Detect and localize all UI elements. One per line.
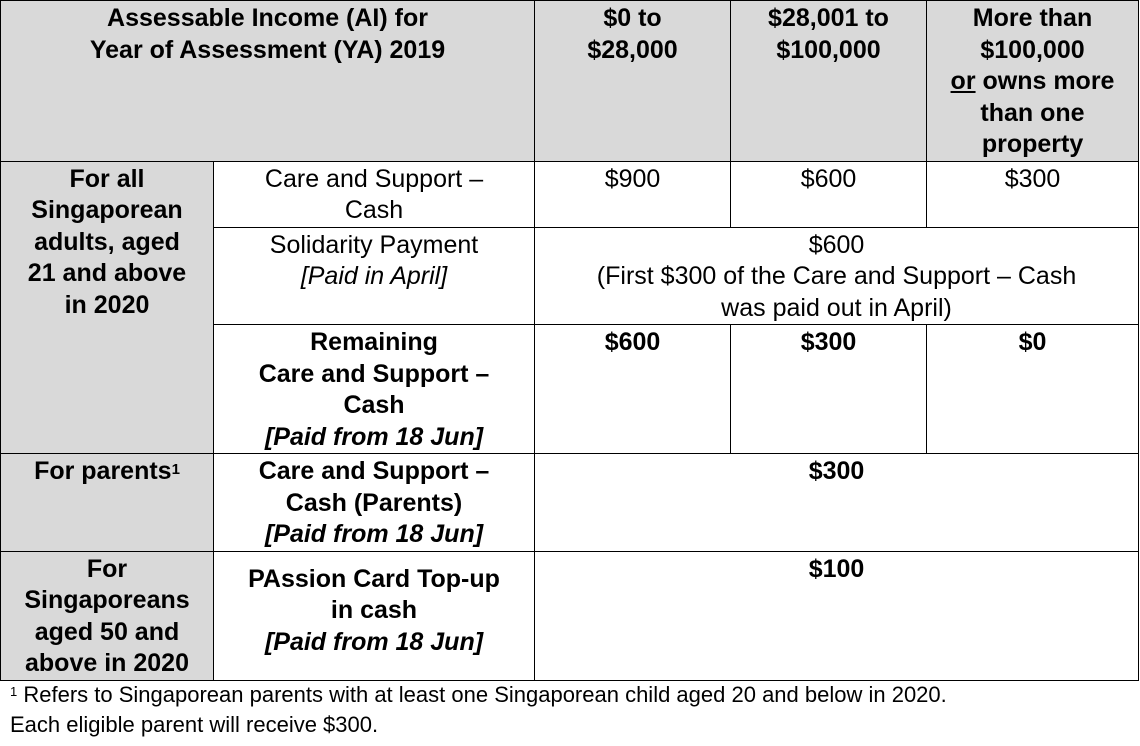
footnote xyxy=(10,680,1130,740)
ai-header-line1: Assessable Income (AI) for xyxy=(107,4,428,32)
care-support-band3-value: $300 xyxy=(927,161,1139,227)
solidarity-value-line2: (First $300 of the Care and Support – Cash xyxy=(596,262,1077,290)
remaining-band3-value: $0 xyxy=(927,325,1139,454)
footnote-text2: Each eligible parent will receive $300. xyxy=(10,712,379,737)
remaining-line3: Cash xyxy=(343,391,405,419)
care-support-line2: Cash xyxy=(344,196,404,224)
care-support-band1-value: $900 xyxy=(535,161,731,227)
adults-row-care-support xyxy=(1,161,1139,227)
care-support-band2-value: $600 xyxy=(731,161,927,227)
passion-card-value: $100 xyxy=(535,551,1139,680)
footnote-marker: 1 xyxy=(10,684,18,699)
footnote-line1 xyxy=(10,680,1130,710)
parents-item-line1: Care and Support – xyxy=(258,457,490,485)
seniors-row xyxy=(1,551,1139,680)
band2-line1: $28,001 to xyxy=(768,4,889,32)
remaining-line1: Remaining xyxy=(310,328,438,356)
parents-item-line2: Cash (Parents) xyxy=(285,488,463,517)
passion-item-line1: PAssion Card Top-up xyxy=(248,564,500,593)
remaining-line2: Care and Support – xyxy=(258,359,490,388)
remaining-care-support-label xyxy=(214,325,535,454)
adults-group-label xyxy=(1,161,214,454)
band1-line2: $28,000 xyxy=(587,35,678,64)
parents-row xyxy=(1,454,1139,552)
income-band-1-header xyxy=(535,1,731,162)
care-support-line1: Care and Support – xyxy=(264,164,484,193)
header-row xyxy=(1,1,1139,162)
adults-label-line5: in 2020 xyxy=(64,290,150,319)
parents-item-label xyxy=(214,454,535,552)
parents-footnote-marker: 1 xyxy=(171,461,180,478)
passion-card-item-label xyxy=(214,551,535,680)
solidarity-line1: Solidarity Payment xyxy=(269,230,479,259)
ai-header-line2: Year of Assessment (YA) 2019 xyxy=(89,35,446,64)
adults-label-line3: adults, aged xyxy=(34,227,180,256)
solidarity-value-line1: $600 xyxy=(808,230,865,259)
seniors-label-line2: Singaporeans xyxy=(24,586,190,614)
remaining-band2-value: $300 xyxy=(731,325,927,454)
footnote-text1: Refers to Singaporean parents with at least one Singaporean child aged 20 and below in 2020. xyxy=(17,682,947,707)
parents-item-line3: [Paid from 18 Jun] xyxy=(264,520,484,548)
seniors-label-line1: For xyxy=(86,554,128,583)
ai-header-cell xyxy=(1,1,535,162)
solidarity-line2: [Paid in April] xyxy=(300,262,448,290)
adults-label-line4: 21 and above xyxy=(27,259,187,287)
solidarity-payment-label xyxy=(214,227,535,325)
band3-line3-rest: owns more xyxy=(975,67,1115,95)
income-band-2-header xyxy=(731,1,927,162)
band3-line1: More than xyxy=(972,4,1093,32)
solidarity-payment-value xyxy=(535,227,1139,325)
band3-or: or xyxy=(950,67,976,95)
band1-line1: $0 to xyxy=(603,4,662,32)
parents-label: For parents xyxy=(34,457,172,485)
parents-value: $300 xyxy=(535,454,1139,552)
band3-line5: property xyxy=(981,130,1084,158)
solidarity-value-line3: was paid out in April) xyxy=(721,293,952,322)
care-support-cash-label xyxy=(214,161,535,227)
band3-line4: than one xyxy=(980,98,1085,127)
parents-group-label xyxy=(1,454,214,552)
adults-label-line2: Singaporean xyxy=(31,196,183,224)
band2-line2: $100,000 xyxy=(776,35,881,64)
passion-item-line3: [Paid from 18 Jun] xyxy=(264,627,484,656)
band3-line2: $100,000 xyxy=(980,35,1085,64)
income-band-3-header xyxy=(927,1,1139,162)
seniors-label-line4: above in 2020 xyxy=(25,649,189,677)
band3-line3 xyxy=(931,66,1134,98)
seniors-label-line3: aged 50 and xyxy=(34,617,180,646)
seniors-group-label xyxy=(1,551,214,680)
adults-label-line1: For all xyxy=(69,164,145,193)
remaining-line4: [Paid from 18 Jun] xyxy=(264,422,484,451)
passion-item-line2: in cash xyxy=(330,596,418,624)
remaining-band1-value: $600 xyxy=(535,325,731,454)
